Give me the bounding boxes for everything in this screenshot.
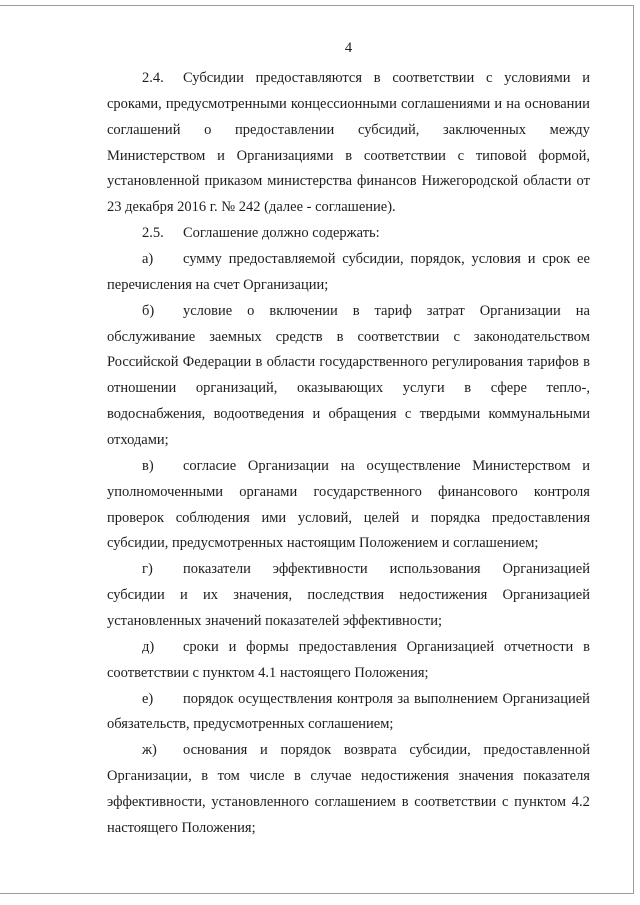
word: соответствии bbox=[392, 70, 475, 86]
word: использования bbox=[389, 561, 481, 578]
word: приказом bbox=[204, 173, 263, 190]
word: между bbox=[549, 121, 590, 138]
line-text bbox=[183, 557, 590, 583]
word: концессионными bbox=[290, 95, 397, 112]
word: эффективности, bbox=[107, 794, 206, 811]
word: финансов bbox=[356, 173, 417, 190]
word: в bbox=[294, 768, 301, 785]
line-text bbox=[107, 350, 590, 376]
text-line bbox=[107, 583, 590, 609]
word: в bbox=[201, 768, 209, 785]
word: значения, bbox=[233, 587, 293, 604]
word: Министерством bbox=[107, 147, 206, 164]
word: предоставления bbox=[298, 638, 397, 655]
text-line bbox=[107, 195, 590, 221]
word: на bbox=[506, 95, 521, 112]
line-text bbox=[107, 376, 590, 402]
word: показателя bbox=[523, 768, 590, 785]
word: услуги bbox=[402, 380, 445, 397]
word: заключенных bbox=[443, 121, 526, 138]
word: установленного bbox=[211, 794, 309, 811]
word: уполномоченными bbox=[107, 483, 224, 500]
word: с bbox=[501, 794, 509, 811]
line-text bbox=[183, 299, 590, 325]
text-line bbox=[107, 454, 590, 480]
word: в bbox=[401, 794, 409, 811]
paragraph-marker: б) bbox=[142, 302, 155, 319]
text-line bbox=[107, 816, 590, 842]
word: и bbox=[217, 147, 225, 164]
word: Федерации bbox=[182, 354, 252, 371]
subitem-b bbox=[107, 299, 590, 454]
word: отчетности bbox=[503, 638, 574, 655]
text-line bbox=[107, 221, 590, 247]
text-line bbox=[107, 376, 590, 402]
paragraph-marker: 2.4. bbox=[142, 70, 164, 86]
word: государственного bbox=[319, 354, 428, 371]
word: Организацией bbox=[502, 690, 590, 707]
word: Министерством bbox=[472, 457, 571, 474]
word: водоотведения bbox=[213, 406, 305, 423]
text-line bbox=[107, 661, 590, 687]
word: сроки bbox=[183, 638, 219, 655]
word: организаций, bbox=[195, 380, 278, 397]
word: и bbox=[312, 406, 321, 423]
paragraph-marker: 2.5. bbox=[142, 225, 164, 242]
word: субсидии, bbox=[409, 742, 471, 759]
word: оказывающих bbox=[297, 380, 384, 397]
word: выполнением bbox=[414, 690, 498, 707]
line-text: субсидии, предусмотренных настоящим Положением и соглашением; bbox=[107, 535, 539, 552]
word: Российской bbox=[107, 354, 179, 371]
page-number: 4 bbox=[344, 40, 353, 56]
word: с bbox=[404, 406, 412, 423]
word: Организацией bbox=[502, 561, 590, 578]
word: сроками, bbox=[107, 95, 162, 112]
document-body bbox=[107, 66, 590, 842]
word: предоставляемой bbox=[228, 251, 336, 268]
line-text bbox=[107, 169, 590, 195]
word: предоставляются bbox=[255, 70, 363, 86]
word: обслуживание bbox=[107, 328, 196, 345]
subitem-d bbox=[107, 635, 590, 687]
text-line bbox=[107, 428, 590, 454]
line-text: установленных значений показателей эффективности; bbox=[107, 613, 442, 630]
word: осуществления bbox=[238, 690, 333, 707]
line-text bbox=[183, 247, 590, 273]
text-line bbox=[107, 531, 590, 557]
word: порядок bbox=[280, 742, 332, 759]
text-line bbox=[107, 687, 590, 713]
word: 4.2 bbox=[571, 794, 590, 811]
word: за bbox=[397, 690, 410, 707]
word: о bbox=[247, 302, 255, 319]
subitem-a bbox=[107, 247, 590, 299]
word: типовой bbox=[475, 147, 527, 164]
word: субсидии, bbox=[342, 251, 404, 268]
word: условий, bbox=[297, 509, 353, 526]
line-text bbox=[107, 764, 590, 790]
word: органами bbox=[239, 483, 298, 500]
word: основании bbox=[524, 95, 590, 112]
word: Организации bbox=[247, 457, 329, 474]
word: формой, bbox=[538, 147, 590, 164]
word: обращения bbox=[328, 406, 397, 423]
word: соблюдения bbox=[175, 509, 250, 526]
line-text: 23 декабря 2016 г. № 242 (далее - соглашение). bbox=[107, 199, 396, 216]
word: субсидии bbox=[107, 587, 165, 604]
word: условие bbox=[183, 302, 233, 319]
word: с bbox=[457, 147, 465, 164]
text-line bbox=[107, 118, 590, 144]
word: в bbox=[352, 302, 360, 319]
subitem-e bbox=[107, 687, 590, 739]
word: последствия bbox=[307, 587, 385, 604]
word: условиями bbox=[504, 70, 571, 86]
text-line bbox=[107, 790, 590, 816]
word: заемных bbox=[209, 328, 262, 345]
word: контроля bbox=[533, 483, 590, 500]
word: тепло-, bbox=[546, 380, 590, 397]
paragraph-marker: е) bbox=[142, 690, 154, 707]
line-text: перечисления на счет Организации; bbox=[107, 276, 329, 293]
word: числе bbox=[249, 768, 285, 785]
text-line bbox=[107, 402, 590, 428]
word: сфере bbox=[490, 380, 527, 397]
text-line bbox=[107, 299, 590, 325]
word: твердыми bbox=[419, 406, 481, 423]
word: о bbox=[204, 121, 212, 138]
word: в bbox=[336, 328, 344, 345]
paragraph-marker: а) bbox=[142, 251, 154, 268]
word: проверок bbox=[107, 509, 165, 526]
word: субсидий, bbox=[357, 121, 420, 138]
word: основания bbox=[183, 742, 248, 759]
word: от bbox=[576, 173, 590, 190]
word: и bbox=[582, 70, 590, 86]
word: показатели bbox=[183, 561, 251, 578]
word: Организации, bbox=[107, 768, 192, 785]
text-line bbox=[107, 92, 590, 118]
word: соответствии bbox=[414, 794, 497, 811]
word: случае bbox=[310, 768, 352, 785]
word: области bbox=[266, 354, 316, 371]
text-line bbox=[107, 325, 590, 351]
word: соглашениями bbox=[400, 95, 491, 112]
word: возврата bbox=[343, 742, 397, 759]
word: включении bbox=[269, 302, 338, 319]
word: в bbox=[373, 70, 381, 86]
word: предоставления bbox=[491, 509, 590, 526]
word: на bbox=[340, 457, 355, 474]
word: и bbox=[582, 457, 590, 474]
text-line bbox=[107, 635, 590, 661]
word: ими bbox=[261, 509, 287, 526]
text-line bbox=[107, 66, 590, 92]
word: и bbox=[494, 95, 503, 112]
word: предоставлении bbox=[235, 121, 335, 138]
line-text bbox=[107, 583, 590, 609]
word: формы bbox=[246, 638, 289, 655]
word: в bbox=[464, 380, 472, 397]
paragraph-2-4 bbox=[107, 66, 590, 221]
word: соответствии bbox=[357, 328, 440, 345]
paragraph-marker: д) bbox=[142, 638, 155, 655]
line-text bbox=[183, 66, 590, 92]
word: предоставленной bbox=[483, 742, 590, 759]
word: министерства bbox=[267, 173, 353, 190]
word: недостижения bbox=[360, 768, 449, 785]
word: с bbox=[485, 70, 493, 86]
paragraph-2-5 bbox=[107, 221, 590, 247]
word: тарифов bbox=[527, 354, 579, 371]
word: области bbox=[523, 173, 572, 190]
paragraph-marker: ж) bbox=[142, 742, 157, 759]
line-text bbox=[183, 738, 590, 764]
text-line bbox=[107, 506, 590, 532]
word: порядок bbox=[183, 690, 234, 707]
word: сумму bbox=[183, 251, 222, 268]
word: государственного bbox=[313, 483, 422, 500]
line-text bbox=[107, 790, 590, 816]
word: осуществление bbox=[366, 457, 461, 474]
line-text bbox=[183, 454, 590, 480]
line-text bbox=[107, 144, 590, 170]
word: согласие bbox=[183, 457, 237, 474]
word: том bbox=[217, 768, 240, 785]
subitem-v bbox=[107, 454, 590, 557]
subitem-zh bbox=[107, 738, 590, 841]
line-text: соответствии с пунктом 4.1 настоящего Положения; bbox=[107, 664, 429, 681]
line-text bbox=[107, 506, 590, 532]
text-line bbox=[107, 480, 590, 506]
word: средств bbox=[275, 328, 323, 345]
subitem-g bbox=[107, 557, 590, 635]
line-text bbox=[183, 687, 590, 713]
word: значения bbox=[458, 768, 514, 785]
word: на bbox=[575, 302, 590, 319]
text-line bbox=[107, 738, 590, 764]
line-text bbox=[107, 118, 590, 144]
word: в bbox=[583, 638, 590, 655]
word: законодательством bbox=[473, 328, 590, 345]
word: условия bbox=[471, 251, 521, 268]
word: затрат bbox=[426, 302, 465, 319]
text-line bbox=[107, 764, 590, 790]
text-line bbox=[107, 557, 590, 583]
word: и bbox=[180, 587, 188, 604]
word: Нижегородской bbox=[421, 173, 519, 190]
line-text bbox=[183, 635, 590, 661]
line-text: обязательств, предусмотренных соглашением; bbox=[107, 716, 394, 733]
word: с bbox=[453, 328, 460, 345]
word: контроля bbox=[336, 690, 393, 707]
word: ее bbox=[577, 251, 590, 268]
word: финансового bbox=[438, 483, 518, 500]
line-text bbox=[107, 325, 590, 351]
line-text bbox=[107, 92, 590, 118]
text-line bbox=[107, 609, 590, 635]
word: эффективности bbox=[272, 561, 368, 578]
word: соглашением bbox=[314, 794, 396, 811]
word: водоснабжения, bbox=[107, 406, 206, 423]
word: целей bbox=[363, 509, 400, 526]
word: пунктом bbox=[514, 794, 567, 811]
word: и bbox=[411, 509, 419, 526]
text-line bbox=[107, 144, 590, 170]
word: срок bbox=[542, 251, 571, 268]
word: регулирования bbox=[432, 354, 524, 371]
word: коммунальными bbox=[488, 406, 590, 423]
word: и bbox=[527, 251, 536, 268]
text-line bbox=[107, 273, 590, 299]
line-text bbox=[107, 402, 590, 428]
text-line bbox=[107, 247, 590, 273]
line-text: Соглашение должно содержать: bbox=[183, 225, 380, 242]
word: порядка bbox=[430, 509, 481, 526]
paragraph-marker: г) bbox=[142, 561, 153, 578]
word: соглашений bbox=[107, 121, 181, 138]
word: в bbox=[583, 354, 590, 371]
word: недостижения bbox=[399, 587, 488, 604]
line-text: настоящего Положения; bbox=[107, 819, 256, 836]
word: и bbox=[260, 742, 268, 759]
word: установленной bbox=[107, 173, 200, 190]
line-text: отходами; bbox=[107, 432, 169, 449]
text-line bbox=[107, 350, 590, 376]
paragraph-marker: в) bbox=[142, 457, 154, 474]
word: соответствии bbox=[363, 147, 446, 164]
word: в bbox=[345, 147, 353, 164]
word: их bbox=[202, 587, 218, 604]
word: Организацией bbox=[406, 638, 495, 655]
word: предусмотренными bbox=[165, 95, 287, 112]
word: порядок, bbox=[410, 251, 465, 268]
word: Организациями bbox=[236, 147, 334, 164]
line-text bbox=[107, 480, 590, 506]
text-line bbox=[107, 169, 590, 195]
word: отношении bbox=[107, 380, 177, 397]
word: Организацией bbox=[502, 587, 590, 604]
word: тариф bbox=[374, 302, 412, 319]
word: Субсидии bbox=[183, 70, 244, 86]
word: и bbox=[228, 638, 237, 655]
word: Организации bbox=[479, 302, 561, 319]
text-line bbox=[107, 712, 590, 738]
word: в bbox=[255, 354, 263, 371]
